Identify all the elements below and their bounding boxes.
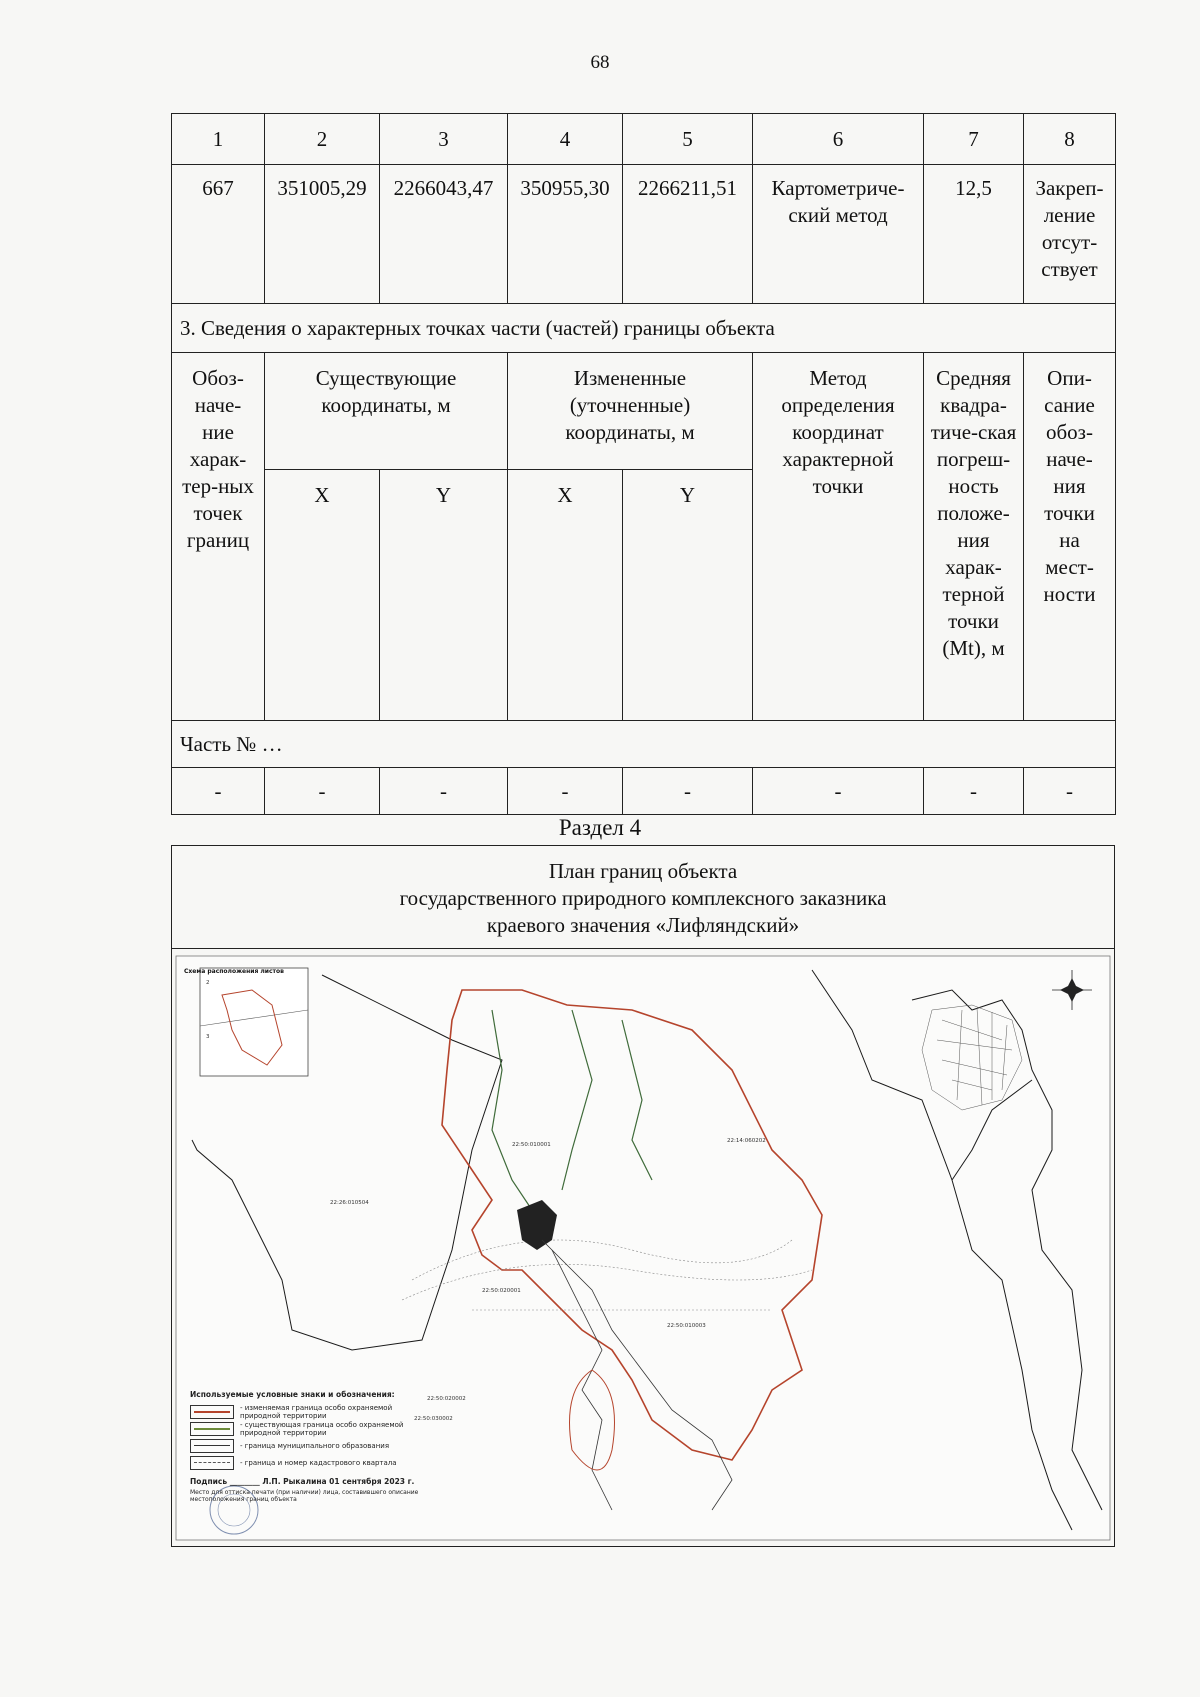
x-header: X xyxy=(265,470,380,721)
legend-label: - граница муниципального образования xyxy=(240,1441,390,1450)
section3-title: 3. Сведения о характерных точках части (частей) границы объекта xyxy=(172,304,1116,353)
cadastral-label: 22:50:020001 xyxy=(482,1288,521,1294)
section-row xyxy=(172,304,1116,353)
method-cell: Картометриче-ский метод xyxy=(753,165,924,304)
empty-cell: - xyxy=(172,768,265,815)
cadastral-label: 22:14:060202 xyxy=(727,1138,766,1144)
plan-title xyxy=(172,846,1114,949)
column-number: 1 xyxy=(172,114,265,165)
empty-cell: - xyxy=(924,768,1024,815)
mean-error-header: Средняя квадра-тиче-ская погреш-ность положе-ния харак-терной точки (Mt), м xyxy=(924,353,1024,721)
column-number: 4 xyxy=(508,114,623,165)
page-number: 68 xyxy=(590,52,610,73)
existing-y-cell: 2266043,47 xyxy=(380,165,508,304)
empty-cell: - xyxy=(753,768,924,815)
map-legend xyxy=(190,1390,420,1503)
cadastral-label: 22:50:030002 xyxy=(414,1416,453,1422)
column-number: 6 xyxy=(753,114,924,165)
signature-line: Подпись ________ Л.П. Рыкалина 01 сентября 2023 г. xyxy=(190,1477,415,1486)
inset-sheet-label: 3 xyxy=(206,1034,210,1040)
column-number: 7 xyxy=(924,114,1024,165)
stamp-note: Место для оттиска печати (при наличии) лица, составившего описание местоположения границ объекта xyxy=(190,1489,419,1503)
table-row xyxy=(172,768,1116,815)
column-number: 2 xyxy=(265,114,380,165)
y-header: Y xyxy=(623,470,753,721)
legend-title: Используемые условные знаки и обозначения: xyxy=(190,1390,395,1399)
part-row xyxy=(172,721,1116,768)
cadastral-label: 22:50:010001 xyxy=(512,1142,551,1148)
empty-cell: - xyxy=(265,768,380,815)
legend-item xyxy=(190,1420,420,1437)
point-id-cell: 667 xyxy=(172,165,265,304)
inset-title: Схема расположения листов xyxy=(184,968,284,975)
existing-coords-header: Существующие координаты, м xyxy=(265,353,508,470)
empty-cell: - xyxy=(380,768,508,815)
y-header: Y xyxy=(380,470,508,721)
plan-title-line: краевого значения «Лифляндский» xyxy=(486,913,800,937)
legend-symbol xyxy=(190,1456,234,1470)
table-row xyxy=(172,165,1116,304)
column-number: 8 xyxy=(1024,114,1116,165)
cadastral-label: 22:50:020002 xyxy=(427,1396,466,1402)
legend-symbol xyxy=(190,1405,234,1419)
plan-title-line: План границ объекта xyxy=(548,859,738,883)
inset-sheet-label: 2 xyxy=(206,980,210,986)
column-number: 5 xyxy=(623,114,753,165)
changed-y-cell: 2266211,51 xyxy=(623,165,753,304)
column-number-row xyxy=(172,114,1116,165)
designation-header: Обоз-наче-ние харак-тер-ных точек границ xyxy=(172,353,265,721)
empty-cell: - xyxy=(508,768,623,815)
part-label: Часть № … xyxy=(172,721,1116,768)
empty-cell: - xyxy=(623,768,753,815)
cadastral-label: 22:50:010003 xyxy=(667,1323,706,1329)
boundary-points-table xyxy=(171,113,1116,815)
section-title: Раздел 4 xyxy=(558,815,642,840)
legend-item xyxy=(190,1454,420,1471)
legend-symbol xyxy=(190,1422,234,1436)
column-number: 3 xyxy=(380,114,508,165)
header-row xyxy=(172,353,1116,470)
description-header: Опи-сание обоз-наче-ния точки на мест-ности xyxy=(1024,353,1116,721)
empty-cell: - xyxy=(1024,768,1116,815)
changed-x-cell: 350955,30 xyxy=(508,165,623,304)
legend-symbol xyxy=(190,1439,234,1453)
existing-x-cell: 351005,29 xyxy=(265,165,380,304)
legend-label: - изменяемая граница особо охраняемой природной территории xyxy=(240,1403,393,1420)
cadastral-label: 22:26:010504 xyxy=(330,1200,369,1206)
legend-item xyxy=(190,1437,420,1454)
changed-coords-header: Измененные (уточненные) координаты, м xyxy=(508,353,753,470)
x-header: X xyxy=(508,470,623,721)
boundary-map xyxy=(172,950,1114,1546)
error-cell: 12,5 xyxy=(924,165,1024,304)
legend-label: - существующая граница особо охраняемой природной территории xyxy=(240,1420,404,1437)
plan-title-line: государственного природного комплексного заказника xyxy=(399,886,887,910)
method-header: Метод определения координат характерной точки xyxy=(753,353,924,721)
legend-item xyxy=(190,1403,420,1420)
boundary-plan xyxy=(171,845,1115,1547)
inset-map xyxy=(200,968,308,1076)
marking-cell: Закреп-ление отсут-ствует xyxy=(1024,165,1116,304)
legend-label: - граница и номер кадастрового квартала xyxy=(240,1458,397,1467)
